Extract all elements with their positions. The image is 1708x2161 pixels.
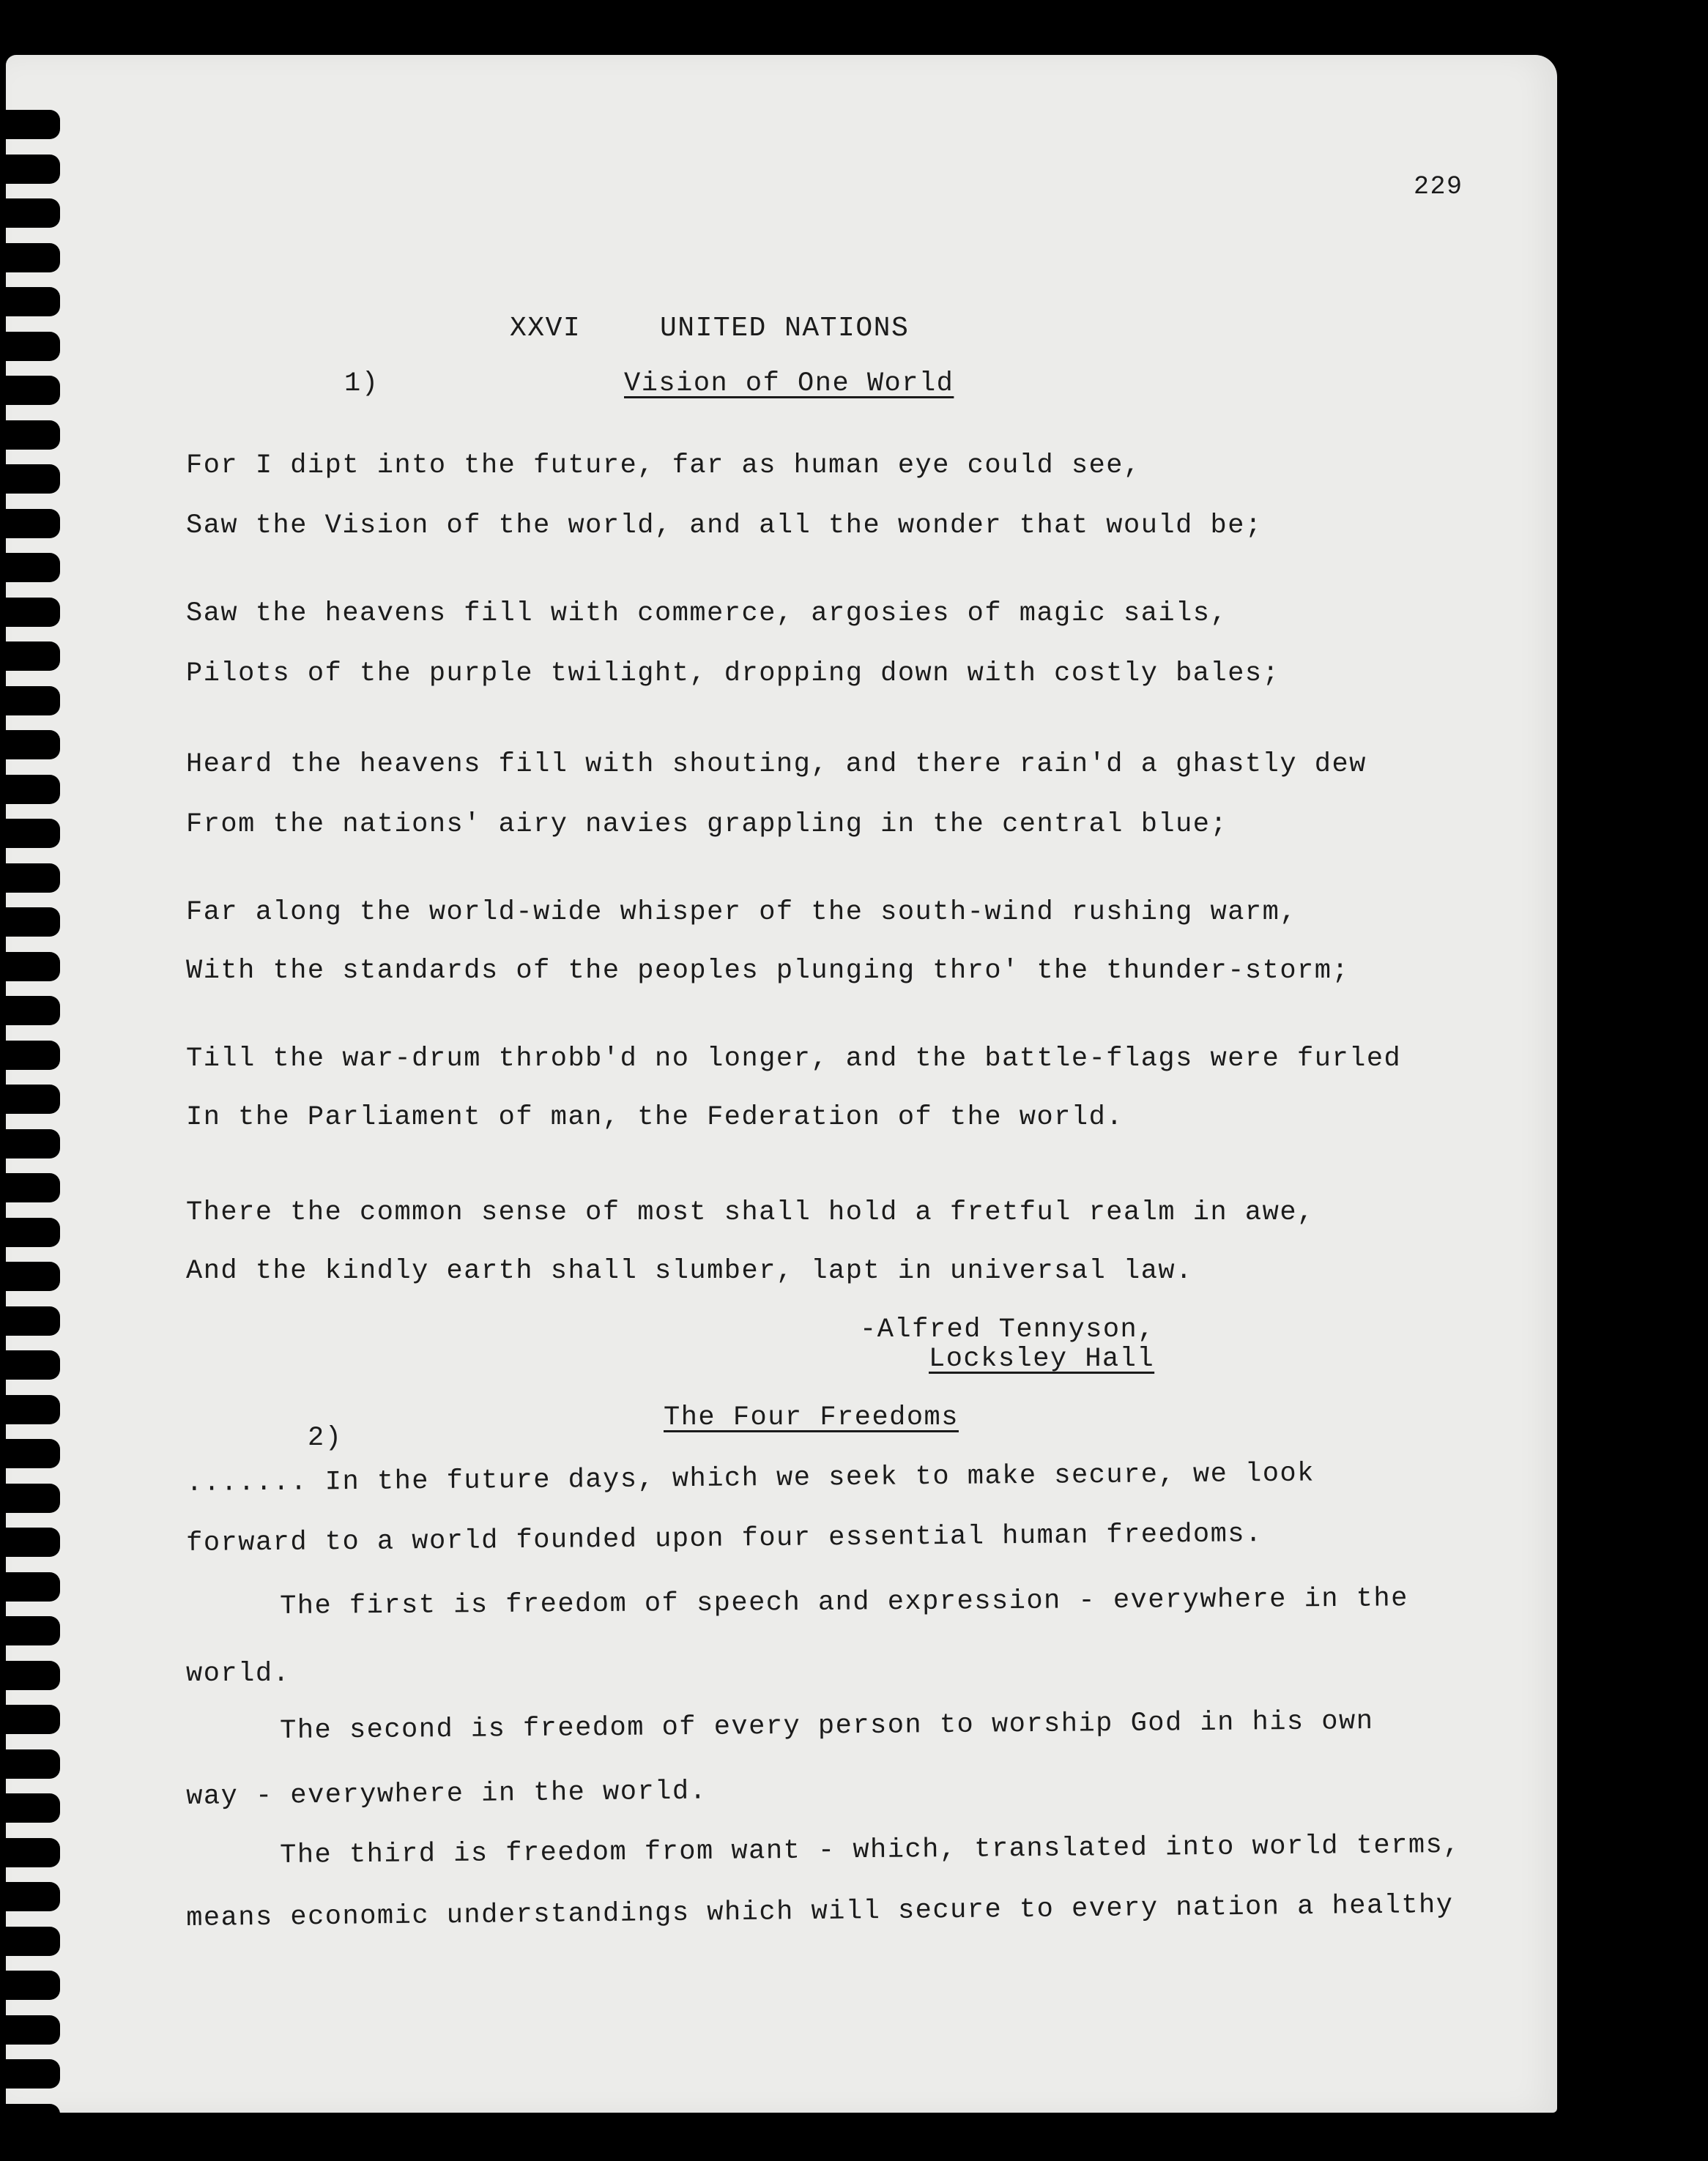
poem-line: Far along the world-wide whisper of the south-wind rushing warm, <box>186 897 1298 928</box>
page-number: 229 <box>1414 172 1463 201</box>
body-line: forward to a world founded upon four essential human freedoms. <box>186 1519 1263 1559</box>
poem-line: Till the war-drum throbb'd no longer, and the battle-flags were furled <box>186 1044 1402 1074</box>
binding-ring <box>0 1439 60 1468</box>
binding-ring <box>0 686 60 715</box>
binding-ring <box>0 1306 60 1336</box>
binding-ring <box>0 509 60 538</box>
body-line: The first is freedom of speech and expression - everywhere in the <box>280 1583 1409 1622</box>
poem-line: And the kindly earth shall slumber, lapt in universal law. <box>186 1256 1193 1287</box>
poem-line: With the standards of the peoples plunging thro' the thunder-storm; <box>186 956 1350 986</box>
binding-ring <box>0 641 60 671</box>
binding-ring <box>0 2104 60 2133</box>
chapter-numeral: XXVI <box>510 313 582 344</box>
body-line: The second is freedom of every person to worship God in his own <box>280 1706 1374 1747</box>
poem-line: Heard the heavens fill with shouting, and there rain'd a ghastly dew <box>186 749 1367 780</box>
binding-ring <box>0 1705 60 1734</box>
binding-ring <box>0 1793 60 1823</box>
binding-ring <box>0 1041 60 1070</box>
binding-ring <box>0 464 60 494</box>
document-page <box>6 55 1557 2113</box>
binding-ring <box>0 1616 60 1645</box>
poem-line: In the Parliament of man, the Federation of the world. <box>186 1102 1124 1133</box>
binding-ring <box>0 1350 60 1380</box>
binding-ring <box>0 198 60 228</box>
body-line: world. <box>186 1659 291 1689</box>
body-line: The third is freedom from want - which, translated into world terms, <box>280 1829 1461 1871</box>
binding-ring <box>0 1484 60 1513</box>
section-title-2: The Four Freedoms <box>664 1402 959 1433</box>
section-number-2: 2) <box>308 1423 343 1454</box>
attribution-source: Locksley Hall <box>929 1344 1155 1375</box>
binding-ring <box>0 553 60 582</box>
binding-ring <box>0 952 60 981</box>
binding-ring <box>0 1129 60 1158</box>
body-line: way - everywhere in the world. <box>186 1776 708 1812</box>
show-through-text <box>182 278 198 306</box>
binding-ring <box>0 1927 60 1956</box>
binding-ring <box>0 1085 60 1114</box>
poem-line: From the nations' airy navies grappling in the central blue; <box>186 809 1228 840</box>
binding-ring <box>0 1882 60 1911</box>
binding-ring <box>0 420 60 450</box>
binding-ring <box>0 730 60 759</box>
binding-ring <box>0 863 60 893</box>
binding-ring <box>0 1173 60 1202</box>
attribution: -Alfred Tennyson, <box>860 1314 1155 1345</box>
binding-ring <box>0 1528 60 1557</box>
binding-ring <box>0 996 60 1025</box>
chapter-title: UNITED NATIONS <box>660 313 910 344</box>
binding-ring <box>0 1218 60 1247</box>
poem-line: There the common sense of most shall hold a fretful realm in awe, <box>186 1197 1315 1228</box>
binding-ring <box>0 243 60 272</box>
section-title-1: Vision of One World <box>624 368 954 399</box>
binding-ring <box>0 155 60 184</box>
binding-ring <box>0 332 60 361</box>
binding-ring <box>0 110 60 139</box>
binding-ring <box>0 376 60 405</box>
body-line: means economic understandings which will secure to every nation a healthy <box>186 1889 1454 1934</box>
binding-ring <box>0 287 60 316</box>
poem-line: For I dipt into the future, far as human eye could see, <box>186 450 1141 481</box>
binding-ring <box>0 775 60 804</box>
binding-ring <box>0 907 60 937</box>
binding-ring <box>0 2015 60 2045</box>
section-number-1: 1) <box>344 368 379 399</box>
binding-ring <box>0 1262 60 1291</box>
binding-ring <box>0 1395 60 1424</box>
poem-line: Saw the heavens fill with commerce, argosies of magic sails, <box>186 598 1228 629</box>
binding-ring <box>0 1971 60 2000</box>
binding-ring <box>0 1572 60 1602</box>
binding-ring <box>0 819 60 848</box>
binding-ring <box>0 1749 60 1779</box>
poem-line: Pilots of the purple twilight, dropping down with costly bales; <box>186 658 1280 689</box>
poem-line: Saw the Vision of the world, and all the wonder that would be; <box>186 510 1263 541</box>
binding-ring <box>0 2059 60 2089</box>
binding-ring <box>0 1838 60 1867</box>
body-line: ....... In the future days, which we seek to make secure, we look <box>186 1458 1315 1499</box>
binding-ring <box>0 1661 60 1690</box>
binding-ring <box>0 598 60 627</box>
